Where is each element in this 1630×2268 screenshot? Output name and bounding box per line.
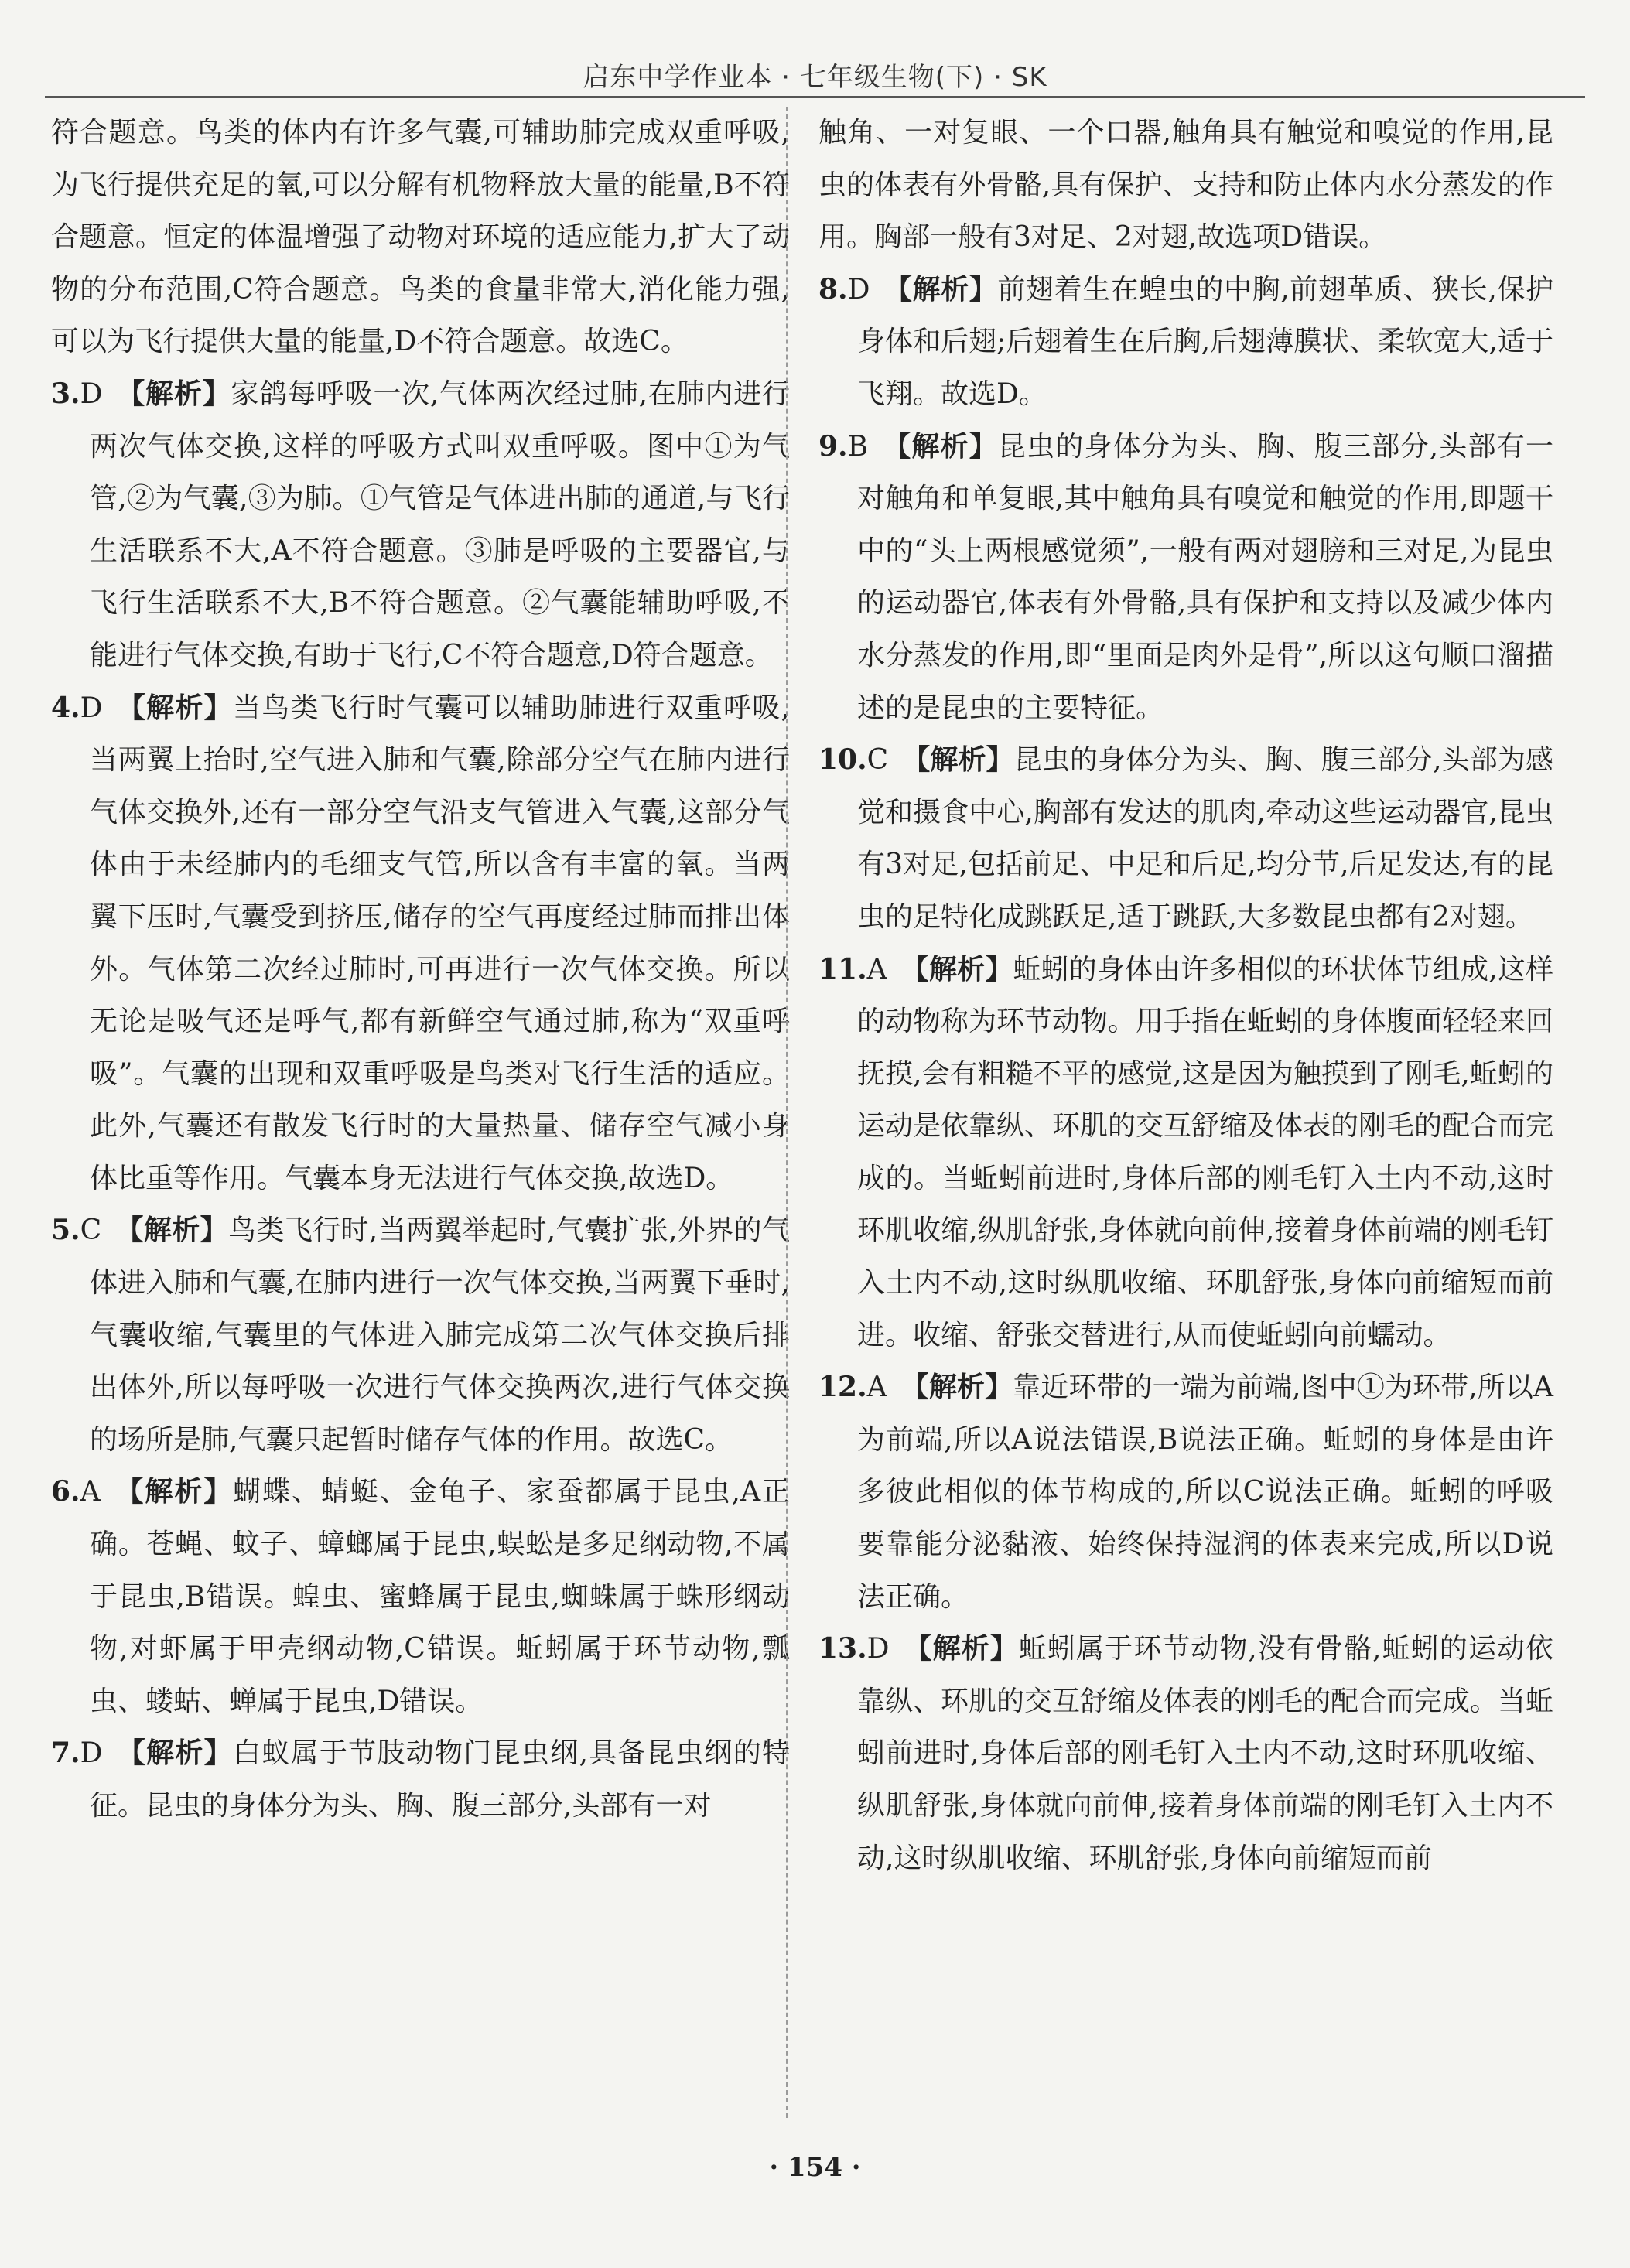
question-number: 5. [51,1214,80,1247]
answer-item [51,1466,790,1727]
analysis-tag: 【解析】 [903,1633,1019,1665]
analysis-tag: 【解析】 [114,1476,234,1508]
analysis-text: 蝴蝶、蜻蜓、金龟子、家蚕都属于昆虫,A正确。苍蝇、蚊子、蟑螂属于昆虫,蜈蚣是多足纲动物,不属于昆虫,B错误。蝗虫、蜜蜂属于昆虫,蜘蛛属于蛛形纲动物,对虾属于甲壳纲动物,C错误。蚯蚓属于环节动物,瓢虫、蝼蛄、蝉属于昆虫,D错误。 [90,1476,790,1717]
answer-item [818,734,1553,943]
column-divider [786,107,788,2118]
page-number: · 154 · [769,2152,861,2183]
answer-item [818,1361,1553,1623]
analysis-tag: 【解析】 [900,1371,1013,1404]
answer-list [818,264,1553,1884]
answer-choice: C [80,1214,102,1247]
question-number: 8. [818,272,848,306]
answer-item [51,1727,790,1832]
analysis-tag: 【解析】 [115,1214,228,1247]
answer-item [51,682,790,1205]
analysis-text: 白蚁属于节肢动物门昆虫纲,具备昆虫纲的特征。昆虫的身体分为头、胸、腹三部分,头部有一对 [90,1737,790,1822]
analysis-text: 靠近环带的一端为前端,图中①为环带,所以A为前端,所以A说法错误,B说法正确。蚯蚓的身体是由许多彼此相似的体节构成的,所以C说法正确。蚯蚓的呼吸要靠能分泌黏液、始终保持湿润的体表来完成,所以D说法正确。 [857,1371,1553,1613]
analysis-text: 蚯蚓的身体由许多相似的环状体节组成,这样的动物称为环节动物。用手指在蚯蚓的身体腹面轻轻来回抚摸,会有粗糙不平的感觉,这是因为触摸到了刚毛,蚯蚓的运动是依靠纵、环肌的交互舒缩及体表的刚毛的配合而完成的。当蚯蚓前进时,身体后部的刚毛钉入土内不动,这时环肌收缩,纵肌舒张,身体就向前伸,接着身体前端的刚毛钉入土内不动,这时纵肌收缩、环肌舒张,身体向前缩短而前进。收缩、舒张交替进行,从而使蚯蚓向前蠕动。 [857,953,1554,1351]
answer-item [818,1623,1553,1884]
answer-choice: D [866,1633,890,1665]
analysis-tag: 【解析】 [116,1737,233,1770]
continuation-text: 触角、一对复眼、一个口器,触角具有触觉和嗅觉的作用,昆虫的体表有外骨骼,具有保护、支持和防止体内水分蒸发的作用。胸部一般有3对足、2对翅,故选项D错误。 [818,117,1553,254]
question-number: 13. [818,1632,867,1665]
answer-choice: D [80,692,103,724]
question-number: 9. [818,429,848,463]
question-number: 12. [818,1371,867,1404]
analysis-tag: 【解析】 [883,273,998,306]
running-header: 启东中学作业本 · 七年级生物(下) · SK [583,62,1047,93]
question-number: 4. [51,691,80,724]
answer-choice: A [80,1476,101,1508]
header-rule [45,96,1585,98]
analysis-text: 当鸟类飞行时气囊可以辅助肺进行双重呼吸,当两翼上抬时,空气进入肺和气囊,除部分空气在肺内进行气体交换外,还有一部分空气沿支气管进入气囊,这部分气体由于未经肺内的毛细支气管,所以含有丰富的氧。当两翼下压时,气囊受到挤压,储存的空气再度经过肺而排出体外。气体第二次经过肺时,可再进行一次气体交换。所以无论是吸气还是呼气,都有新鲜空气通过肺,称为“双重呼吸”。气囊的出现和双重呼吸是鸟类对飞行生活的适应。此外,气囊还有散发飞行时的大量热量、储存空气减小身体比重等作用。气囊本身无法进行气体交换,故选D。 [90,692,790,1194]
analysis-text: 蚯蚓属于环节动物,没有骨骼,蚯蚓的运动依靠纵、环肌的交互舒缩及体表的刚毛的配合而完成。当蚯蚓前进时,身体后部的刚毛钉入土内不动,这时环肌收缩、纵肌舒张,身体就向前伸,接着身体前端的刚毛钉入土内不动,这时纵肌收缩、环肌舒张,身体向前缩短而前 [857,1633,1554,1874]
analysis-tag: 【解析】 [116,692,233,724]
answer-choice: A [866,1371,887,1404]
answer-item [51,1204,790,1466]
question-number: 3. [51,377,80,410]
continuation-text: 符合题意。鸟类的体内有许多气囊,可辅助肺完成双重呼吸,为飞行提供充足的氧,可以分解有机物释放大量的能量,B不符合题意。恒定的体温增强了动物对环境的适应能力,扩大了动物的分布范围,C符合题意。鸟类的食量非常大,消化能力强,可以为飞行提供大量的能量,D不符合题意。故选C。 [51,117,790,358]
right-column [818,107,1553,1884]
question-number: 11. [818,952,867,985]
answer-choice: B [847,430,869,463]
analysis-text: 昆虫的身体分为头、胸、腹三部分,头部为感觉和摄食中心,胸部有发达的肌肉,牵动这些运动器官,昆虫有3对足,包括前足、中足和后足,均分节,后足发达,有的昆虫的足特化成跳跃足,适于跳跃,大多数昆虫都有2对翅。 [857,744,1553,933]
left-column [51,107,790,1833]
answer-choice: C [866,744,889,777]
answer-item [51,368,790,682]
analysis-text: 家鸽每呼吸一次,气体两次经过肺,在肺内进行两次气体交换,这样的呼吸方式叫双重呼吸。图中①为气管,②为气囊,③为肺。①气管是气体进出肺的通道,与飞行生活联系不大,A不符合题意。③肺是呼吸的主要器官,与飞行生活联系不大,B不符合题意。②气囊能辅助呼吸,不能进行气体交换,有助于飞行,C不符合题意,D符合题意。 [90,377,790,671]
analysis-tag: 【解析】 [900,953,1013,985]
answer-choice: D [847,273,870,306]
answer-item [818,421,1553,735]
analysis-tag: 【解析】 [882,430,998,463]
analysis-text: 前翅着生在蝗虫的中胸,前翅革质、狭长,保护身体和后翅;后翅着生在后胸,后翅薄膜状、柔软宽大,适于飞翔。故选D。 [857,273,1553,410]
analysis-tag: 【解析】 [902,744,1014,777]
answer-choice: D [80,377,103,410]
analysis-text: 昆虫的身体分为头、胸、腹三部分,头部有一对触角和单复眼,其中触角具有嗅觉和触觉的作用,即题干中的“头上两根感觉须”,一般有两对翅膀和三对足,为昆虫的运动器官,体表有外骨骼,具有保护和支持以及减少体内水分蒸发的作用,即“里面是肉外是骨”,所以这句顺口溜描述的是昆虫的主要特征。 [857,430,1553,724]
answer-list [51,368,790,1833]
question-number: 6. [51,1475,80,1508]
question-number: 7. [51,1737,80,1770]
answer-item [818,264,1553,421]
analysis-tag: 【解析】 [116,377,231,410]
answer-choice: D [80,1737,103,1770]
analysis-text: 鸟类飞行时,当两翼举起时,气囊扩张,外界的气体进入肺和气囊,在肺内进行一次气体交换,当两翼下垂时,气囊收缩,气囊里的气体进入肺完成第二次气体交换后排出体外,所以每呼吸一次进行气体交换两次,进行气体交换的场所是肺,气囊只起暂时储存气体的作用。故选C。 [90,1214,790,1456]
answer-item [818,944,1553,1362]
question-number: 10. [818,743,867,777]
answer-choice: A [866,953,887,985]
